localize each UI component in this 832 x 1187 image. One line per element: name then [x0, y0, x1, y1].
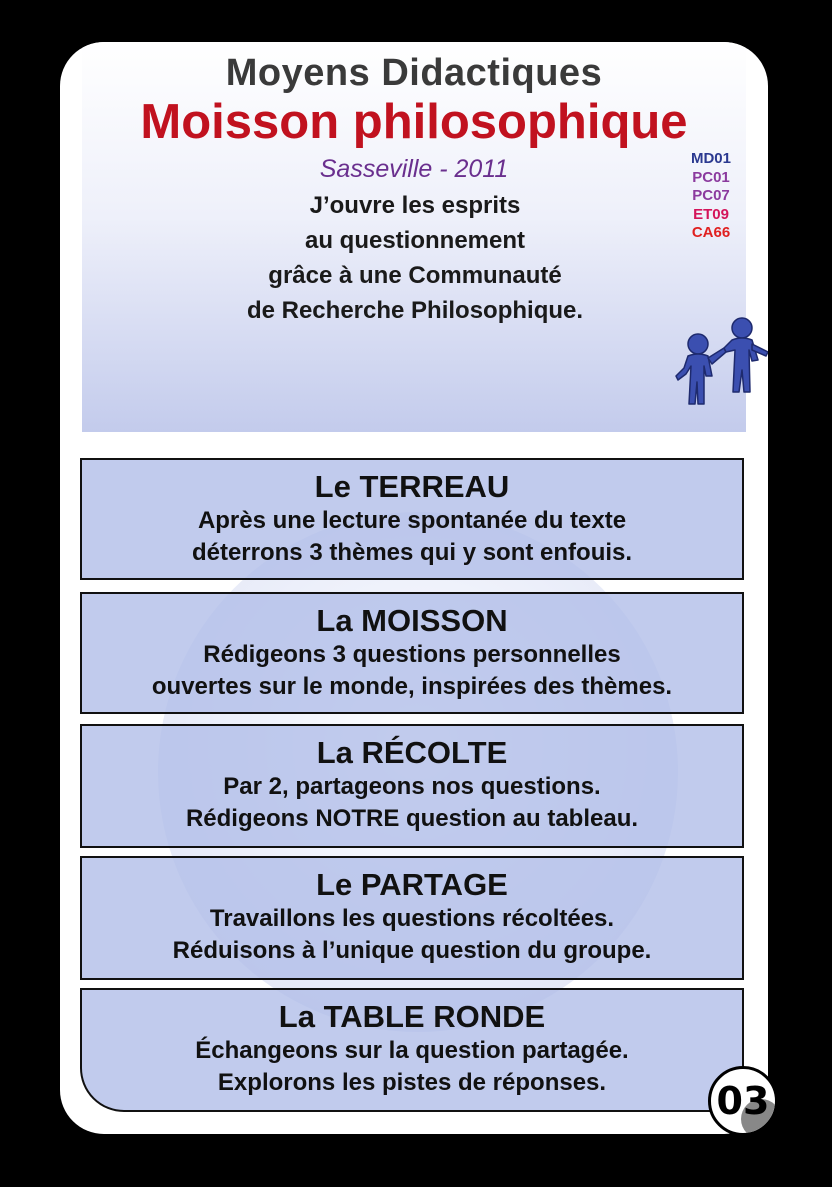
card-number: 03 [716, 1079, 770, 1123]
section-line: Rédigeons NOTRE question au tableau. [185, 805, 639, 832]
code-pc01: PC01 [692, 168, 730, 186]
code-md01: MD01 [690, 150, 731, 167]
code-et09: ET09 [693, 205, 729, 223]
section-line: Explorons les pistes de réponses. [217, 1069, 607, 1096]
card-title: Moisson philosophique [140, 95, 688, 149]
section-line: ouvertes sur le monde, inspirées des thèmes. [151, 673, 673, 700]
section-table-ronde [80, 988, 744, 1112]
section-title: Le PARTAGE [316, 867, 508, 902]
code-ca66: CA66 [691, 224, 731, 241]
card-number-badge [708, 1066, 778, 1136]
category-title: Moyens Didactiques [225, 52, 603, 94]
section-line: Réduisons à l’unique question du groupe. [172, 937, 652, 964]
author-year: Sasseville - 2011 [319, 155, 509, 183]
section-line: Par 2, partageons nos questions. [223, 773, 601, 800]
two-people-holding-hands-icon [666, 314, 768, 408]
card [60, 42, 768, 1134]
section-title: La TABLE RONDE [278, 999, 546, 1034]
section-partage [80, 856, 744, 980]
section-line: Travaillons les questions récoltées. [209, 905, 615, 932]
section-title: Le TERREAU [314, 469, 510, 504]
section-terreau [80, 458, 744, 580]
section-title: La MOISSON [316, 603, 508, 638]
description-line: de Recherche Philosophique. [246, 297, 584, 324]
description-line: grâce à une Communauté [268, 262, 562, 289]
section-line: Après une lecture spontanée du texte [197, 507, 627, 534]
section-line: Rédigeons 3 questions personnelles [203, 641, 621, 668]
description-line: J’ouvre les esprits [309, 192, 521, 219]
description [180, 188, 650, 328]
description-line: au questionnement [304, 227, 526, 254]
section-moisson [80, 592, 744, 714]
section-recolte [80, 724, 744, 848]
section-line: Échangeons sur la question partagée. [195, 1037, 629, 1064]
code-list [670, 150, 752, 243]
section-title: La RÉCOLTE [316, 735, 508, 770]
section-line: déterrons 3 thèmes qui y sont enfouis. [191, 539, 633, 566]
code-pc07: PC07 [692, 187, 730, 204]
